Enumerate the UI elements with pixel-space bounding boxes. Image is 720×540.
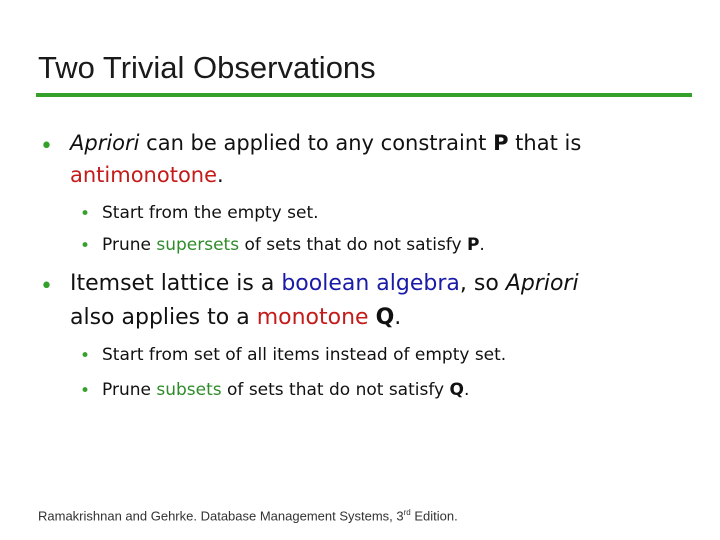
text: Prune: [102, 235, 157, 255]
constraint-q: Q: [449, 380, 464, 400]
bullet-2-sub-1: Start from set of all items instead of empty set.: [102, 345, 507, 365]
slide-title: Two Trivial Observations: [38, 50, 376, 85]
text: .: [394, 305, 402, 330]
text: .: [217, 163, 224, 187]
text: that is: [508, 131, 582, 155]
text: also applies to a: [70, 305, 257, 330]
text: can be applied to any constraint: [139, 131, 494, 155]
text: .: [479, 235, 485, 255]
footer-text: Edition.: [410, 508, 458, 524]
bullet-dot: •: [80, 236, 91, 256]
monotone-text: monotone: [256, 305, 369, 330]
apriori-text: Apriori: [70, 131, 140, 155]
text: .: [463, 380, 470, 400]
title-divider: [36, 93, 692, 97]
bullet-dot: •: [80, 204, 91, 224]
apriori-text: Apriori: [505, 271, 579, 296]
bullet-dot: •: [40, 134, 53, 159]
boolean-algebra-text: boolean algebra: [281, 271, 460, 296]
bullet-1-line-2: [70, 163, 224, 187]
bullet-1-sub-2: [102, 235, 485, 255]
constraint-q: Q: [375, 305, 395, 330]
supersets-text: supersets: [156, 235, 240, 255]
footer-text: Ramakrishnan and Gehrke. Database Management Systems, 3: [38, 508, 404, 524]
slide-footer: [38, 508, 458, 523]
text: Prune: [102, 380, 157, 400]
text: of sets that do not satisfy: [239, 235, 467, 255]
subsets-text: subsets: [156, 380, 222, 400]
bullet-1-line-1: [70, 131, 581, 155]
text: , so: [459, 271, 506, 296]
bullet-dot: •: [80, 381, 91, 401]
text: of sets that do not satisfy: [221, 380, 450, 400]
bullet-1-sub-1: Start from the empty set.: [102, 203, 319, 223]
bullet-2-sub-2: [102, 380, 469, 400]
bullet-dot: •: [80, 346, 91, 366]
bullet-2-line-1: [70, 271, 579, 296]
constraint-p: P: [466, 235, 480, 255]
bullet-2-line-2: [70, 305, 401, 330]
text: Itemset lattice is a: [70, 271, 282, 296]
bullet-dot: •: [40, 274, 53, 299]
footer-superscript: rd: [403, 508, 411, 517]
text: [369, 305, 376, 330]
antimonotone-text: antimonotone: [70, 163, 218, 187]
constraint-p: P: [493, 131, 509, 155]
